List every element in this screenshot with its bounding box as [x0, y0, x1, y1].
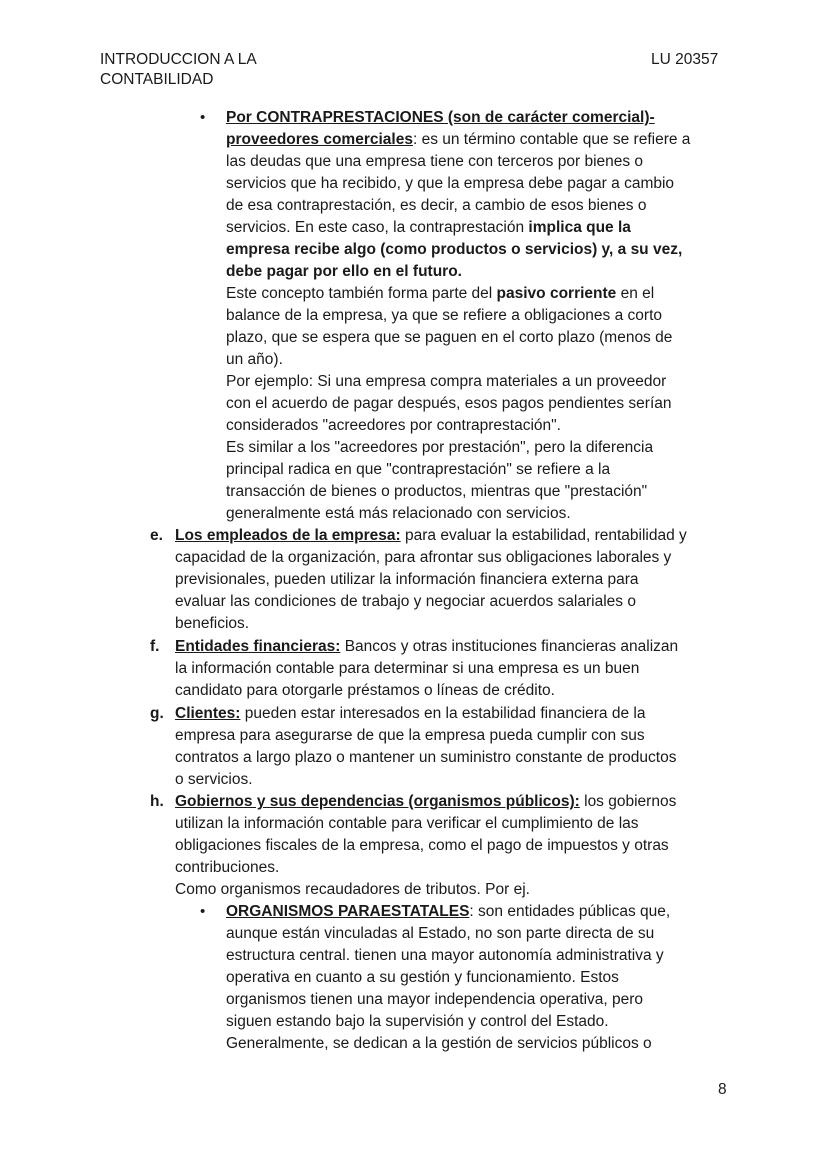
- text-line: con el acuerdo de pagar después, esos pagos pendientes serían: [226, 395, 672, 412]
- item-title: Gobiernos y sus dependencias (organismos públicos):: [175, 793, 580, 810]
- text-line: Por ejemplo: Si una empresa compra materiales a un proveedor: [226, 373, 667, 390]
- text-line: las deudas que una empresa tiene con terceros por bienes o: [226, 153, 644, 170]
- text-line: principal radica en que "contraprestación" se refiere a la: [226, 461, 611, 478]
- bullet-icon: •: [200, 903, 206, 920]
- text-line: proveedores comerciales: es un término contable que se refiere a: [226, 131, 691, 148]
- text-line: beneficios.: [175, 615, 250, 632]
- document-header-title: [100, 50, 257, 90]
- text-line: candidato para otorgarle préstamos o líneas de crédito.: [175, 682, 555, 699]
- header-title-line2: CONTABILIDAD: [100, 71, 214, 88]
- text-line: transacción de bienes o productos, mientras que "prestación": [226, 483, 648, 500]
- text-line: Los empleados de la empresa: para evaluar la estabilidad, rentabilidad y: [175, 527, 687, 544]
- text-line: [226, 107, 655, 129]
- list-marker: e.: [150, 527, 163, 544]
- text-line: contribuciones.: [175, 859, 280, 876]
- text-line: empresa para asegurarse de que la empresa pueda cumplir con sus: [175, 727, 645, 744]
- list-marker: f.: [150, 638, 160, 655]
- text-line: ORGANISMOS PARAESTATALES: son entidades públicas que,: [226, 903, 671, 920]
- text-line: debe pagar por ello en el futuro.: [226, 263, 462, 280]
- list-marker: h.: [150, 793, 164, 810]
- bullet-title: ORGANISMOS PARAESTATALES: [226, 903, 470, 920]
- page-number: 8: [718, 1081, 727, 1098]
- item-title: Los empleados de la empresa:: [175, 527, 401, 544]
- text-line: organismos tienen una mayor independencia operativa, pero: [226, 991, 644, 1008]
- list-marker: g.: [150, 705, 164, 722]
- text-line: estructura central. tienen una mayor autonomía administrativa y: [226, 947, 664, 964]
- text-line: o servicios.: [175, 771, 253, 788]
- text-line: servicios. En este caso, la contraprestación implica que la: [226, 219, 631, 236]
- text-line: previsionales, pueden utilizar la información financiera externa para: [175, 571, 639, 588]
- text-line: la información contable para determinar si una empresa es un buen: [175, 660, 640, 677]
- bullet-title: Por CONTRAPRESTACIONES (son de carácter comercial)-: [226, 109, 655, 126]
- text-line: Gobiernos y sus dependencias (organismos públicos): los gobiernos: [175, 793, 677, 810]
- item-title: Entidades financieras:: [175, 638, 341, 655]
- text-line: evaluar las condiciones de trabajo y negociar acuerdos salariales o: [175, 593, 636, 610]
- text-line: empresa recibe algo (como productos o servicios) y, a su vez,: [226, 241, 683, 258]
- text-line: de esa contraprestación, es decir, a cambio de esos bienes o: [226, 197, 647, 214]
- text-line: siguen estando bajo la supervisión y control del Estado.: [226, 1013, 609, 1030]
- text-line: Como organismos recaudadores de tributos. Por ej.: [175, 881, 530, 898]
- text-line: contratos a largo plazo o mantener un suministro constante de productos: [175, 749, 677, 766]
- bullet-title-cont: proveedores comerciales: [226, 131, 413, 148]
- item-title: Clientes:: [175, 705, 241, 722]
- header-title-line1: INTRODUCCION A LA: [100, 51, 257, 68]
- text-line: Generalmente, se dedican a la gestión de servicios públicos o: [226, 1035, 652, 1052]
- text-line: aunque están vinculadas al Estado, no son parte directa de su: [226, 925, 655, 942]
- text-line: utilizan la información contable para verificar el cumplimiento de las: [175, 815, 639, 832]
- text-line: Clientes: pueden estar interesados en la estabilidad financiera de la: [175, 705, 646, 722]
- text-line: operativa en cuanto a su gestión y funcionamiento. Estos: [226, 969, 619, 986]
- text-line: capacidad de la organización, para afrontar sus obligaciones laborales y: [175, 549, 672, 566]
- text-line: Entidades financieras: Bancos y otras instituciones financieras analizan: [175, 638, 679, 655]
- text-line: considerados "acreedores por contraprestación".: [226, 417, 561, 434]
- text-line: generalmente está más relacionado con servicios.: [226, 505, 571, 522]
- text-line: balance de la empresa, ya que se refiere a obligaciones a corto: [226, 307, 662, 324]
- text-line: plazo, que se espera que se paguen en el corto plazo (menos de: [226, 329, 673, 346]
- bullet-icon: •: [200, 109, 206, 126]
- text-line: un año).: [226, 351, 283, 368]
- text-line: obligaciones fiscales de la empresa, como el pago de impuestos y otras: [175, 837, 669, 854]
- text-line: Este concepto también forma parte del pasivo corriente en el: [226, 285, 655, 302]
- text-line: Es similar a los "acreedores por prestación", pero la diferencia: [226, 439, 654, 456]
- text-line: servicios que ha recibido, y que la empresa debe pagar a cambio: [226, 175, 675, 192]
- header-student-id: LU 20357: [651, 51, 719, 68]
